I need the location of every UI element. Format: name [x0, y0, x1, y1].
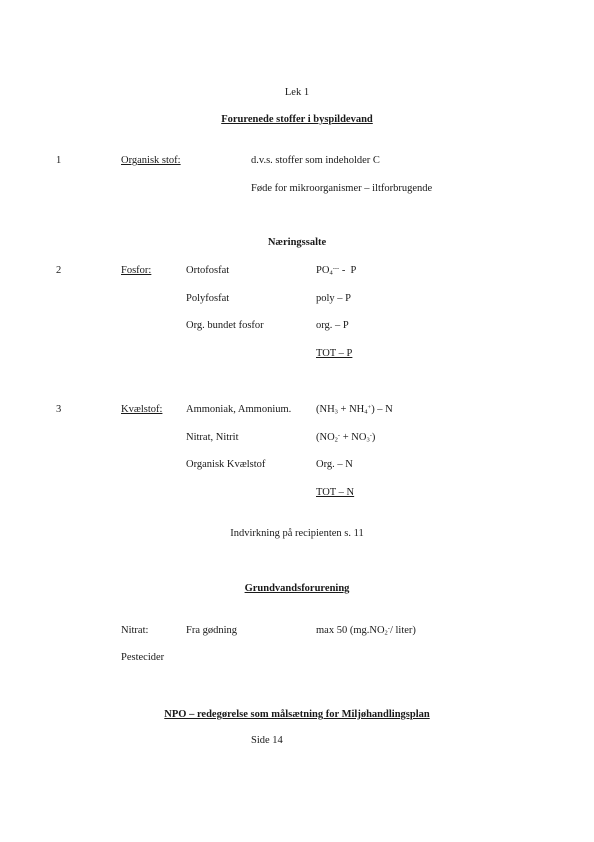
phosphorus-formula-poly: poly – P: [316, 293, 352, 304]
nutrients-heading: Næringssalte: [267, 237, 327, 248]
phosphorus-type-ortho: Ortofosfat: [186, 265, 230, 276]
phosphorus-formula-organic: org. – P: [316, 320, 349, 331]
groundwater-heading: Grundvandsforurening: [244, 583, 350, 594]
nitrogen-formula-organic: Org. – N: [316, 459, 353, 470]
phosphorus-total: TOT – P: [316, 348, 353, 359]
item-1-label: Organisk stof:: [121, 155, 181, 166]
nitrogen-total: TOT – N: [316, 487, 355, 498]
item-1-line-1: d.v.s. stoffer som indeholder C: [251, 155, 380, 166]
nitrate-limit: max 50 ($mg.NO_2^-/$ liter): [316, 624, 416, 637]
nitrogen-formula-nitrate: $(NO_2^- + NO_3^-)$: [316, 431, 376, 444]
phosphorus-formula-ortho: $PO_4^{---}$ - P: [316, 264, 357, 277]
document-title: Forurenede stoffer i byspildevand: [221, 114, 373, 125]
item-1-line-2: Føde for mikroorganismer – iltforbrugende: [251, 183, 433, 194]
npo-heading: NPO – redegørelse som målsætning for Miljøhandlingsplan: [164, 709, 430, 720]
pesticides-label: Pestecider: [121, 652, 165, 663]
recipient-note: Indvirkning på recipienten s. 11: [230, 528, 364, 539]
nitrate-label: Nitrat:: [121, 625, 149, 636]
nitrogen-formula-ammonia: $(NH_3 + NH_4^+) - N$: [316, 403, 393, 416]
item-2-number: 2: [56, 265, 62, 276]
item-3-label: Kvælstof:: [121, 404, 163, 415]
phosphorus-type-organic: Org. bundet fosfor: [186, 320, 264, 331]
nitrogen-type-ammonia: Ammoniak, Ammonium.: [186, 404, 292, 415]
nitrogen-type-nitrate: Nitrat, Nitrit: [186, 432, 239, 443]
item-2-label: Fosfor:: [121, 265, 152, 276]
npo-page-reference: Side 14: [251, 735, 283, 746]
item-1-number: 1: [56, 155, 62, 166]
phosphorus-type-poly: Polyfosfat: [186, 293, 230, 304]
nitrate-source: Fra gødning: [186, 625, 238, 636]
lesson-label: Lek 1: [284, 87, 310, 98]
item-3-number: 3: [56, 404, 62, 415]
nitrogen-type-organic: Organisk Kvælstof: [186, 459, 266, 470]
